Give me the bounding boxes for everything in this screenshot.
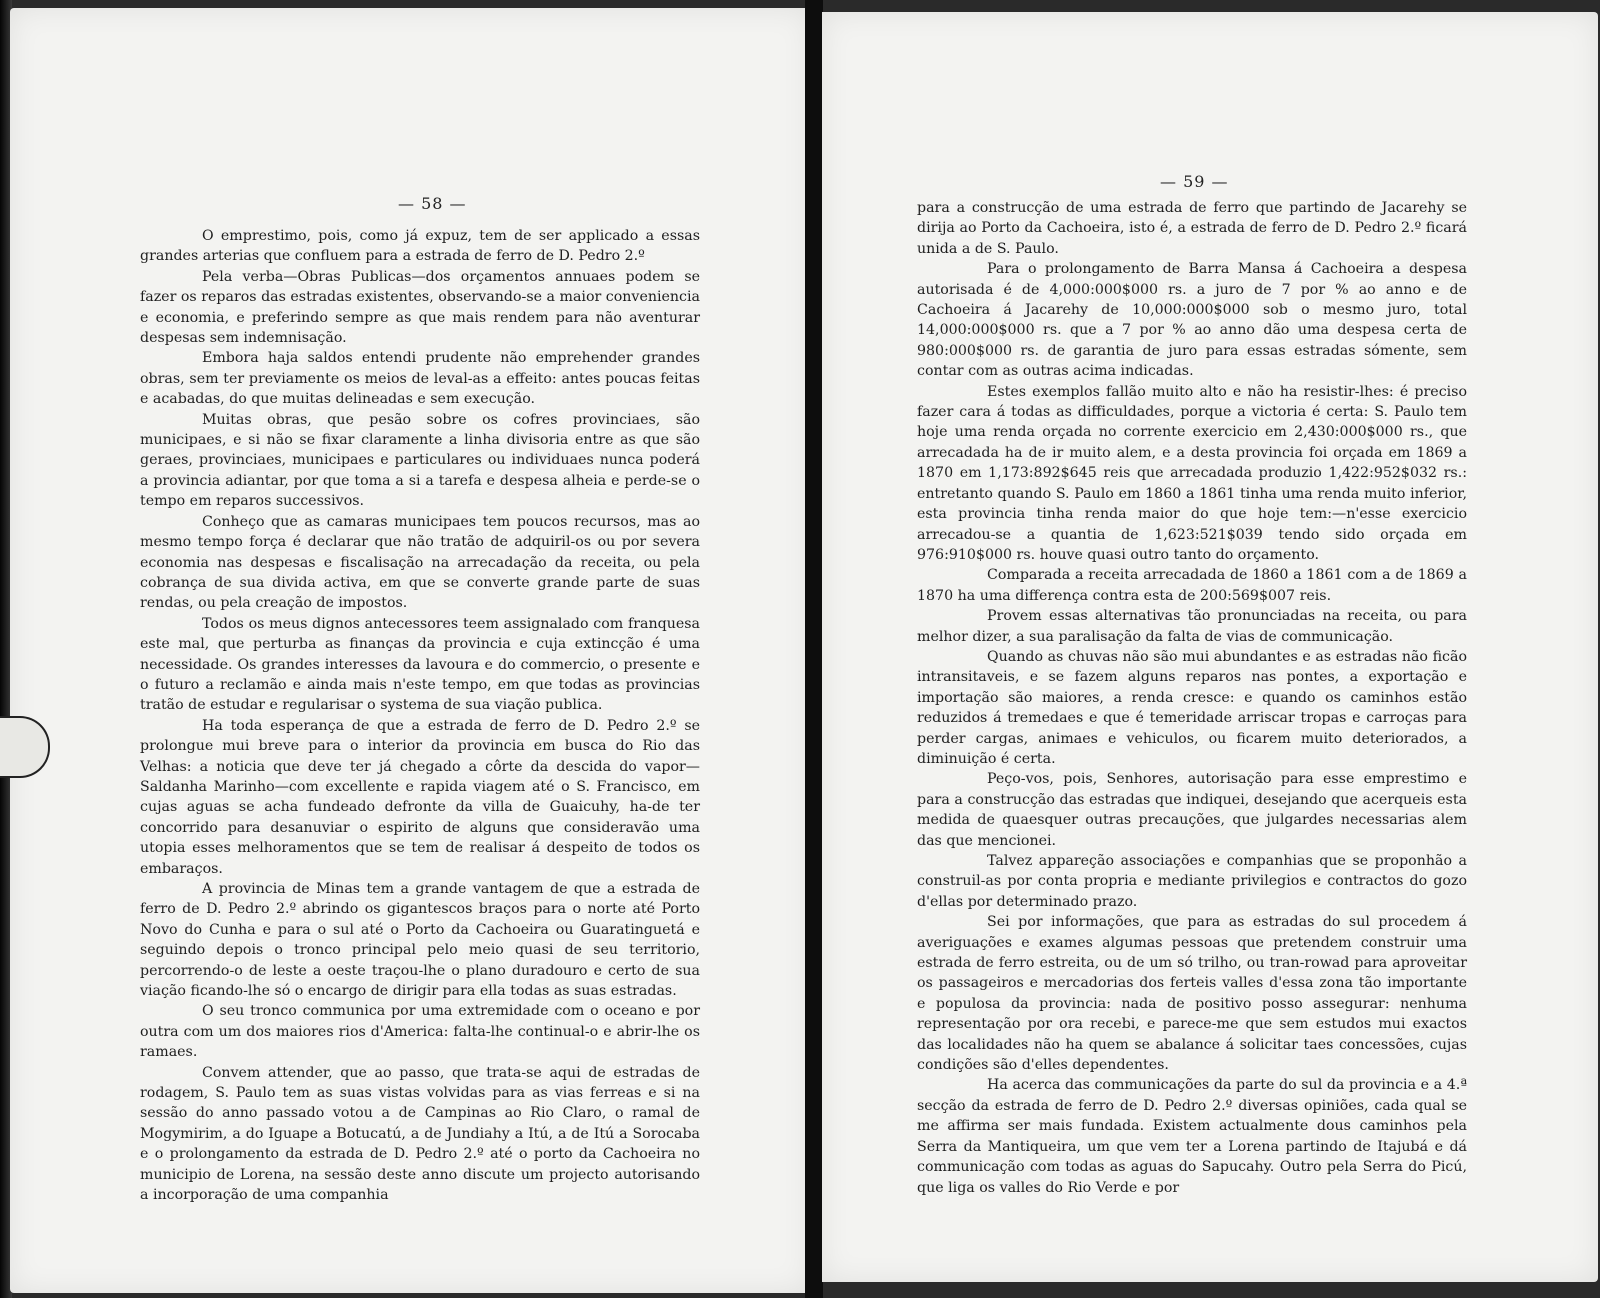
paragraph: Peço-vos, pois, Senhores, autorisação para esse emprestimo e para a construcção das estradas que indiquei, desejando que acerqueis esta medida de quaesquer outras precauções, que julgardes necessarias alem das que mencionei. — [917, 771, 1467, 849]
paragraph: Sei por informações, que para as estradas do sul procedem á averiguações e exames algumas pessoas que pretendem construir uma estrada de ferro estreita, ou de um só trilho, ou tran-rowad para aproveitar os passageiros e mercadorias dos ferteis valles d'essa zona tão importante e populosa da provincia: nada de positivo posso assegurar: nenhuma representação por ora recebi, e parece-me que sem estudos mui exactos das localidades não ha quem se abalance á solicitar taes concessões, cujas condições são d'elles dependentes. — [917, 914, 1467, 1074]
paragraph: Comparada a receita arrecadada de 1860 a 1861 com a de 1869 a 1870 ha uma differença contra esta de 200:569$007 reis. — [917, 567, 1467, 604]
paragraph: Estes exemplos fallão muito alto e não ha resistir-lhes: é preciso fazer cara á todas as difficuldades, porque a victoria é certa: S. Paulo tem hoje uma renda orçada no corrente exercicio em 2,430:000$000 rs., que arrecadada ha de ir muito alem, e a desta provincia foi orçada em 1869 a 1870 em 1,173:892$645 reis que arrecadada produzio 1,422:952$032 rs.: entretanto quando S. Paulo em 1860 a 1861 tinha uma renda muito inferior, esta provincia tinha renda maior do que hoje tem:—n'esse exercicio arrecadou-se a quantia de 1,623:521$039 tendo sido orçada em 976:910$000 rs. houve quasi outro tanto do orçamento. — [917, 383, 1467, 563]
paragraph: Muitas obras, que pesão sobre os cofres provinciaes, são municipaes, e si não se fixar claramente a linha divisoria entre as que são geraes, provinciaes, municipaes e particulares ou individuaes nunca poderá a provincia adiantar, por que toma a si a tarefa e despesa alheia e perde-se o tempo em reparos successivos. — [140, 411, 700, 510]
left-page — [10, 8, 810, 1293]
paragraph: Pela verba—Obras Publicas—dos orçamentos annuaes podem se fazer os reparos das estradas existentes, observando-se a maior conveniencia e economia, e preferindo sempre as que mais rendem para não aventurar despesas sem indemnisação. — [140, 268, 700, 347]
paragraph: Ha acerca das communicações da parte do sul da provincia e a 4.ª secção da estrada de ferro de D. Pedro 2.º diversas opiniões, cada qual se me affirma ser mais fundada. Existem actualmente dous caminhos pela Serra da Mantiqueira, um que vem ter a Lorena partindo de Itajubá e dá communicação com todas as aguas do Sapucahy. Outro pela Serra do Picú, que liga os valles do Rio Verde e por — [917, 1077, 1467, 1196]
paragraph: para a construcção de uma estrada de ferro que partindo de Jacarehy se dirija ao Porto da Cachoeira, isto é, a estrada de ferro de D. Pedro 2.º ficará unida a de S. Paulo. — [917, 200, 1467, 257]
paragraph: Quando as chuvas não são mui abundantes e as estradas não ficão intransitaveis, e se fazem alguns reparos nas pontes, a exportação e importação são maiores, a renda cresce: e quando os caminhos estão reduzidos á tremedaes e que é temeridade arriscar tropas e carroças para perder cargas, animaes e vehiculos, ou ficarem muito deteriorados, a diminuição é certa. — [917, 648, 1467, 767]
paragraph: Conheço que as camaras municipaes tem poucos recursos, mas ao mesmo tempo força é declarar que não tratão de adquiril-os ou por severa economia nas despesas e fiscalisação na arrecadação da receita, ou pela cobrança de sua divida activa, em que se converte grande parte de suas rendas, ou pela creação de impostos. — [140, 513, 700, 612]
paragraph: Embora haja saldos entendi prudente não emprehender grandes obras, sem ter previamente os meios de leval-as a effeito: antes poucas feitas e acabadas, do que muitas delineadas e sem execução. — [140, 350, 700, 408]
paragraph: O seu tronco communica por uma extremidade com o oceano e por outra com um dos maiores rios d'America: falta-lhe continual-o e abrir-lhe os ramaes. — [140, 1003, 700, 1061]
paragraph: Todos os meus dignos antecessores teem assignalado com franquesa este mal, que perturba as finanças da provincia e cuja extincção é uma necessidade. Os grandes interesses da lavoura e do commercio, o presente e o futuro a reclamão e ainda mais n'este tempo, em que todas as provincias tratão de estudar e regularisar o systema de sua viação publica. — [140, 615, 700, 714]
paragraph: Para o prolongamento de Barra Mansa á Cachoeira a despesa autorisada é de 4,000:000$000 rs. a juro de 7 por % ao anno e de Cachoeira á Jacarehy de 10,000:000$000 sob o mesmo juro, total 14,000:000$000 rs. que a 7 por % ao anno dão uma despesa certa de 980:000$000 rs. de garantia de juro para essas estradas sómente, sem contar com as outras acima indicadas. — [917, 261, 1467, 380]
right-page-text — [917, 198, 1467, 1198]
paragraph: Convem attender, que ao passo, que trata-se aqui de estradas de rodagem, S. Paulo tem as suas vistas volvidas para as vias ferreas e si na sessão do anno passado votou a de Campinas ao Rio Claro, o ramal de Mogymirim, a do Iguape a Botucatú, a de Jundiahy a Itú, a de Itú a Sorocaba e o prolongamento da estrada de D. Pedro 2.º até o porto da Cachoeira no municipio de Lorena, na sessão deste anno discute um projecto autorisando a incorporação de uma companhia — [140, 1064, 700, 1204]
right-page — [822, 12, 1598, 1282]
paragraph: Talvez appareção associações e companhias que se proponhão a construil-as por conta propria e mediante privilegios e contractos do gozo d'ellas por determinado prazo. — [917, 853, 1467, 910]
paragraph: Provem essas alternativas tão pronunciadas na receita, ou para melhor dizer, a sua paralisação da falta de vias de communicação. — [917, 608, 1467, 645]
paragraph: O emprestimo, pois, como já expuz, tem de ser applicado a essas grandes arterias que confluem para a estrada de ferro de D. Pedro 2.º — [140, 228, 700, 265]
left-page-text — [140, 226, 700, 1206]
paragraph: Ha toda esperança de que a estrada de ferro de D. Pedro 2.º se prolongue mui breve para o interior da provincia em busca do Rio das Velhas: a noticia que deve ter já chegado a côrte da descida do vapor—Saldanha Marinho—com excellente e rapida viagem até o S. Francisco, em cujas aguas se acha fundeado defronte da villa de Guaicuhy, ha-de ter concorrido para desanuviar o espirito de alguns que consideravão uma utopia esses melhoramentos que se tem de realisar á despeito de todos os embaraços. — [140, 717, 700, 877]
page-number-left: — 58 — — [398, 194, 467, 213]
book-gutter — [805, 0, 823, 1298]
paragraph: A provincia de Minas tem a grande vantagem de que a estrada de ferro de D. Pedro 2.º abrindo os gigantescos braços para o norte até Porto Novo do Cunha e para o sul até o Porto da Cachoeira ou Guaratinguetá e seguindo depois o tronco principal pelo meio quasi de seu territorio, percorrendo-o de leste a oeste traçou-lhe o plano duradouro e certo de sua viação ficando-lhe só o encargo de dirigir para ella todas as suas estradas. — [140, 881, 700, 1000]
page-number-right: — 59 — — [1160, 172, 1229, 191]
